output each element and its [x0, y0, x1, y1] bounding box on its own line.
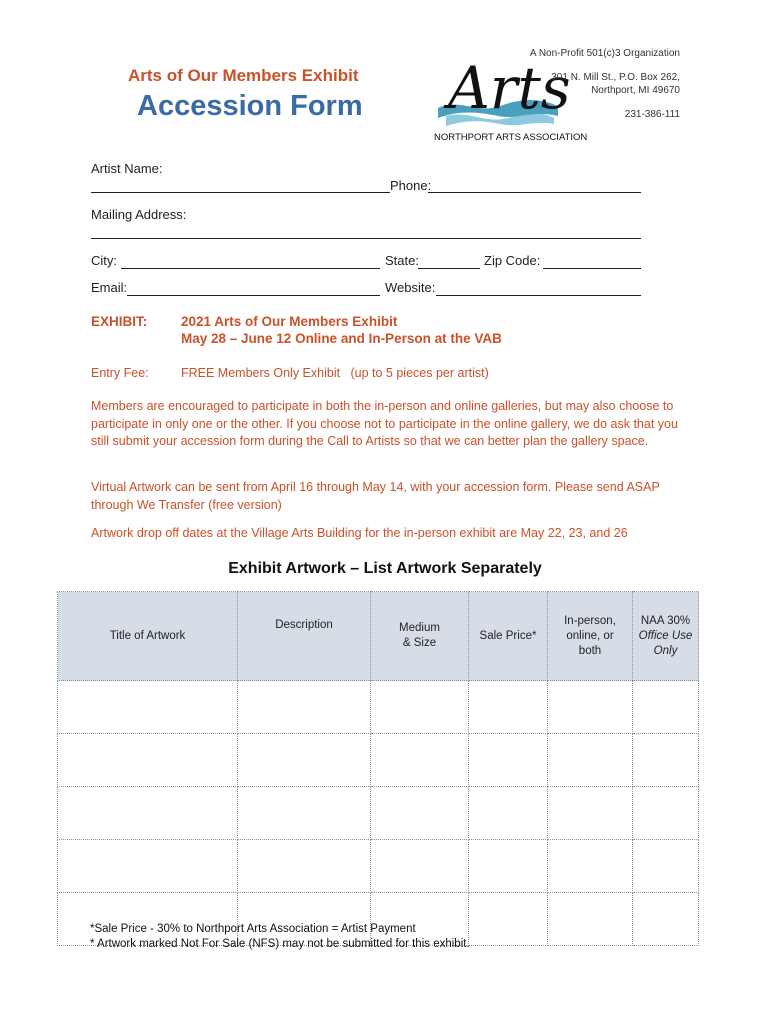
cell-price[interactable]	[469, 893, 548, 946]
exhibit-name: 2021 Arts of Our Members Exhibit	[181, 314, 398, 329]
table-title: Exhibit Artwork – List Artwork Separately	[228, 560, 542, 577]
cell-price[interactable]	[469, 787, 548, 840]
city-label: City:	[91, 253, 117, 268]
cell-venue[interactable]	[548, 734, 633, 787]
state-label: State:	[385, 253, 419, 268]
cell-medium[interactable]	[371, 840, 469, 893]
artist-name-label: Artist Name:	[91, 161, 163, 176]
org-status: A Non-Profit 501(c)3 Organization	[529, 48, 680, 59]
col-naa-office-use: NAA 30% Office Use Only	[633, 592, 699, 681]
cell-medium[interactable]	[371, 681, 469, 734]
cell-price[interactable]	[469, 840, 548, 893]
org-address-line1: 301 N. Mill St., P.O. Box 262,	[551, 72, 680, 83]
org-phone: 231-386-111	[624, 109, 680, 120]
cell-office	[633, 893, 699, 946]
sale-price-footnote: *Sale Price - 30% to Northport Arts Association = Artist Payment	[90, 923, 416, 935]
cell-office	[633, 787, 699, 840]
col-sale-price: Sale Price*	[469, 592, 548, 681]
table-row	[58, 787, 699, 840]
website-field[interactable]	[436, 295, 641, 296]
cell-title[interactable]	[58, 734, 238, 787]
phone-field[interactable]	[428, 192, 641, 193]
exhibit-subtitle: Arts of Our Members Exhibit	[128, 66, 359, 85]
table-header-row	[58, 592, 699, 681]
cell-title[interactable]	[58, 681, 238, 734]
col-inperson-online: In-person, online, or both	[548, 592, 633, 681]
table-row	[58, 840, 699, 893]
mailing-address-label: Mailing Address:	[91, 207, 187, 222]
state-field[interactable]	[418, 268, 480, 269]
col-medium-size: Medium & Size	[371, 592, 469, 681]
nfs-footnote: * Artwork marked Not For Sale (NFS) may not be submitted for this exhibit.	[90, 938, 470, 950]
cell-price[interactable]	[469, 734, 548, 787]
email-field[interactable]	[127, 295, 380, 296]
col-description: Description	[238, 592, 371, 681]
cell-description[interactable]	[238, 734, 371, 787]
logo-caption: NORTHPORT ARTS ASSOCIATION	[434, 132, 588, 143]
cell-office	[633, 840, 699, 893]
cell-office	[633, 681, 699, 734]
drop-off-paragraph: Artwork drop off dates at the Village Arts Building for the in-person exhibit are May 22, 23, and 26	[91, 526, 628, 540]
entry-fee-label: Entry Fee:	[91, 366, 149, 380]
cell-medium[interactable]	[371, 734, 469, 787]
participation-paragraph: Members are encouraged to participate in both the in-person and online galleries, but may also choose to participate in only one or the other. If you choose not to participate in the online gallery, we do ask that you still submit your accession form during the Call to Artists so that we can better plan the gallery space.	[91, 399, 678, 448]
cell-description[interactable]	[238, 681, 371, 734]
cell-venue[interactable]	[548, 787, 633, 840]
artist-name-field[interactable]	[91, 192, 390, 193]
exhibit-label: EXHIBIT:	[91, 314, 148, 329]
cell-description[interactable]	[238, 787, 371, 840]
cell-medium[interactable]	[371, 787, 469, 840]
mailing-address-field[interactable]	[91, 238, 641, 239]
page-title: Accession Form	[137, 90, 363, 122]
logo-word: Arts	[448, 54, 571, 122]
entry-fee-value: FREE Members Only Exhibit (up to 5 pieces per artist)	[181, 366, 489, 380]
virtual-artwork-paragraph: Virtual Artwork can be sent from April 16 through May 14, with your accession form. Please send ASAP through We Transfer (free version)	[91, 480, 660, 512]
artwork-table	[57, 591, 699, 946]
table-row	[58, 734, 699, 787]
website-label: Website:	[385, 280, 436, 295]
cell-office	[633, 734, 699, 787]
phone-label: Phone:	[390, 178, 432, 193]
cell-price[interactable]	[469, 681, 548, 734]
org-address-line2: Northport, MI 49670	[591, 85, 680, 96]
email-label: Email:	[91, 280, 128, 295]
table-row	[58, 681, 699, 734]
cell-description[interactable]	[238, 840, 371, 893]
cell-venue[interactable]	[548, 893, 633, 946]
cell-venue[interactable]	[548, 840, 633, 893]
cell-venue[interactable]	[548, 681, 633, 734]
exhibit-dates: May 28 – June 12 Online and In-Person at the VAB	[181, 331, 502, 346]
zip-label: Zip Code:	[484, 253, 541, 268]
col-title-of-artwork: Title of Artwork	[58, 592, 238, 681]
city-field[interactable]	[121, 268, 380, 269]
zip-field[interactable]	[543, 268, 641, 269]
cell-title[interactable]	[58, 840, 238, 893]
cell-title[interactable]	[58, 787, 238, 840]
